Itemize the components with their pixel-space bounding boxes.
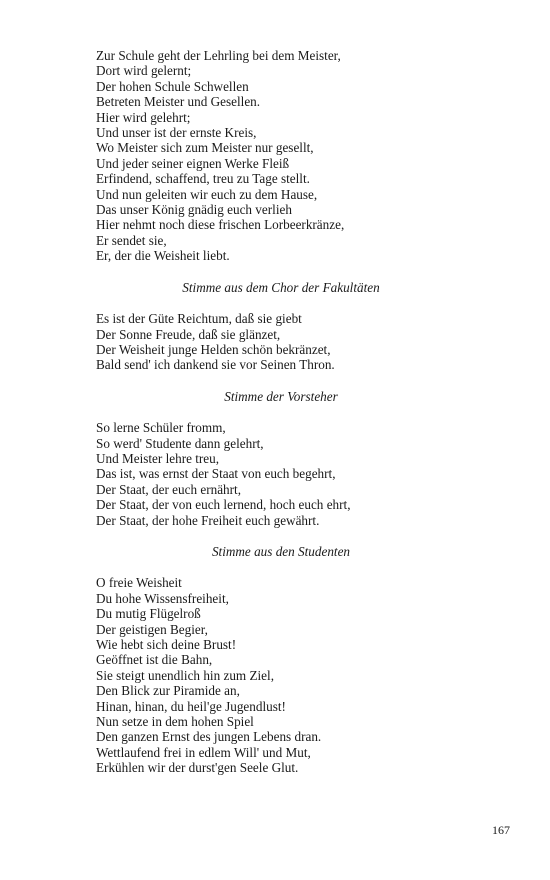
verse-line: Sie steigt unendlich hin zum Ziel,	[96, 667, 274, 683]
verse-line: Das unser König gnädig euch verlieh	[96, 202, 292, 218]
verse-line: Erfindend, schaffend, treu zu Tage stellt.	[96, 171, 310, 187]
verse-line: Den Blick zur Piramide an,	[96, 683, 240, 699]
verse-line: Du hohe Wissensfreiheit,	[96, 590, 229, 606]
verse-line: Den ganzen Ernst des jungen Lebens dran.	[96, 729, 322, 745]
verse-line: Wie hebt sich deine Brust!	[96, 637, 237, 652]
verse-line: Der geistigen Begier,	[96, 621, 208, 637]
verse-line: Wo Meister sich zum Meister nur gesellt,	[96, 140, 314, 156]
stanza	[96, 48, 466, 264]
verse-line: Hier wird gelehrt;	[96, 109, 191, 125]
verse-line: Und unser ist der ernste Kreis,	[96, 125, 257, 141]
verse-line: Der Staat, der von euch lernend, hoch euch ehrt,	[96, 497, 351, 513]
verse-line: Er sendet sie,	[96, 232, 167, 248]
page-number: 167	[492, 823, 510, 837]
verse-line: Das ist, was ernst der Staat von euch begehrt,	[96, 466, 336, 482]
section-heading: Stimme aus den Studenten	[211, 543, 351, 559]
stanza	[96, 420, 466, 528]
verse-line: Der Weisheit junge Helden schön bekränzet,	[96, 341, 331, 357]
verse-line: Der Staat, der hohe Freiheit euch gewährt.	[96, 512, 320, 528]
verse-line: Wettlaufend frei in edlem Will' und Mut,	[96, 744, 311, 760]
stanza	[96, 575, 466, 775]
verse-line: Dort wird gelernt;	[96, 63, 192, 79]
verse-line: Und Meister lehre treu,	[96, 450, 220, 466]
verse-line: Der Staat, der euch ernährt,	[96, 481, 241, 497]
verse-line: Du mutig Flügelroß	[96, 606, 201, 622]
verse-line: Zur Schule geht der Lehrling bei dem Meister,	[96, 48, 341, 63]
verse-line: Und jeder seiner eignen Werke Fleiß	[96, 155, 290, 171]
verse-line: So werd' Studente dann gelehrt,	[96, 435, 264, 451]
verse-line: Erkühlen wir der durst'gen Seele Glut.	[96, 760, 299, 776]
verse-line: So lerne Schüler fromm,	[96, 420, 226, 436]
verse-line: Hier nehmt noch diese frischen Lorbeerkränze,	[96, 217, 345, 233]
verse-line: Betreten Meister und Gesellen.	[96, 94, 261, 110]
poem-text-block	[96, 48, 466, 776]
section-heading: Stimme der Vorsteher	[224, 388, 338, 404]
verse-line: Bald send' ich dankend sie vor Seinen Thron.	[96, 357, 335, 373]
verse-line: Der hohen Schule Schwellen	[96, 78, 249, 94]
verse-line: Hinan, hinan, du heil'ge Jugendlust!	[96, 698, 286, 714]
verse-line: Nun setze in dem hohen Spiel	[96, 714, 254, 730]
verse-line: Und nun geleiten wir euch zu dem Hause,	[96, 186, 318, 202]
verse-line: O freie Weisheit	[96, 575, 182, 591]
verse-line: Geöffnet ist die Bahn,	[96, 652, 213, 668]
verse-line: Der Sonne Freude, daß sie glänzet,	[96, 326, 281, 342]
section-heading: Stimme aus dem Chor der Fakultäten	[182, 279, 380, 295]
stanza	[96, 311, 466, 373]
verse-line: Es ist der Güte Reichtum, daß sie giebt	[96, 311, 302, 327]
verse-line: Er, der die Weisheit liebt.	[96, 248, 230, 264]
